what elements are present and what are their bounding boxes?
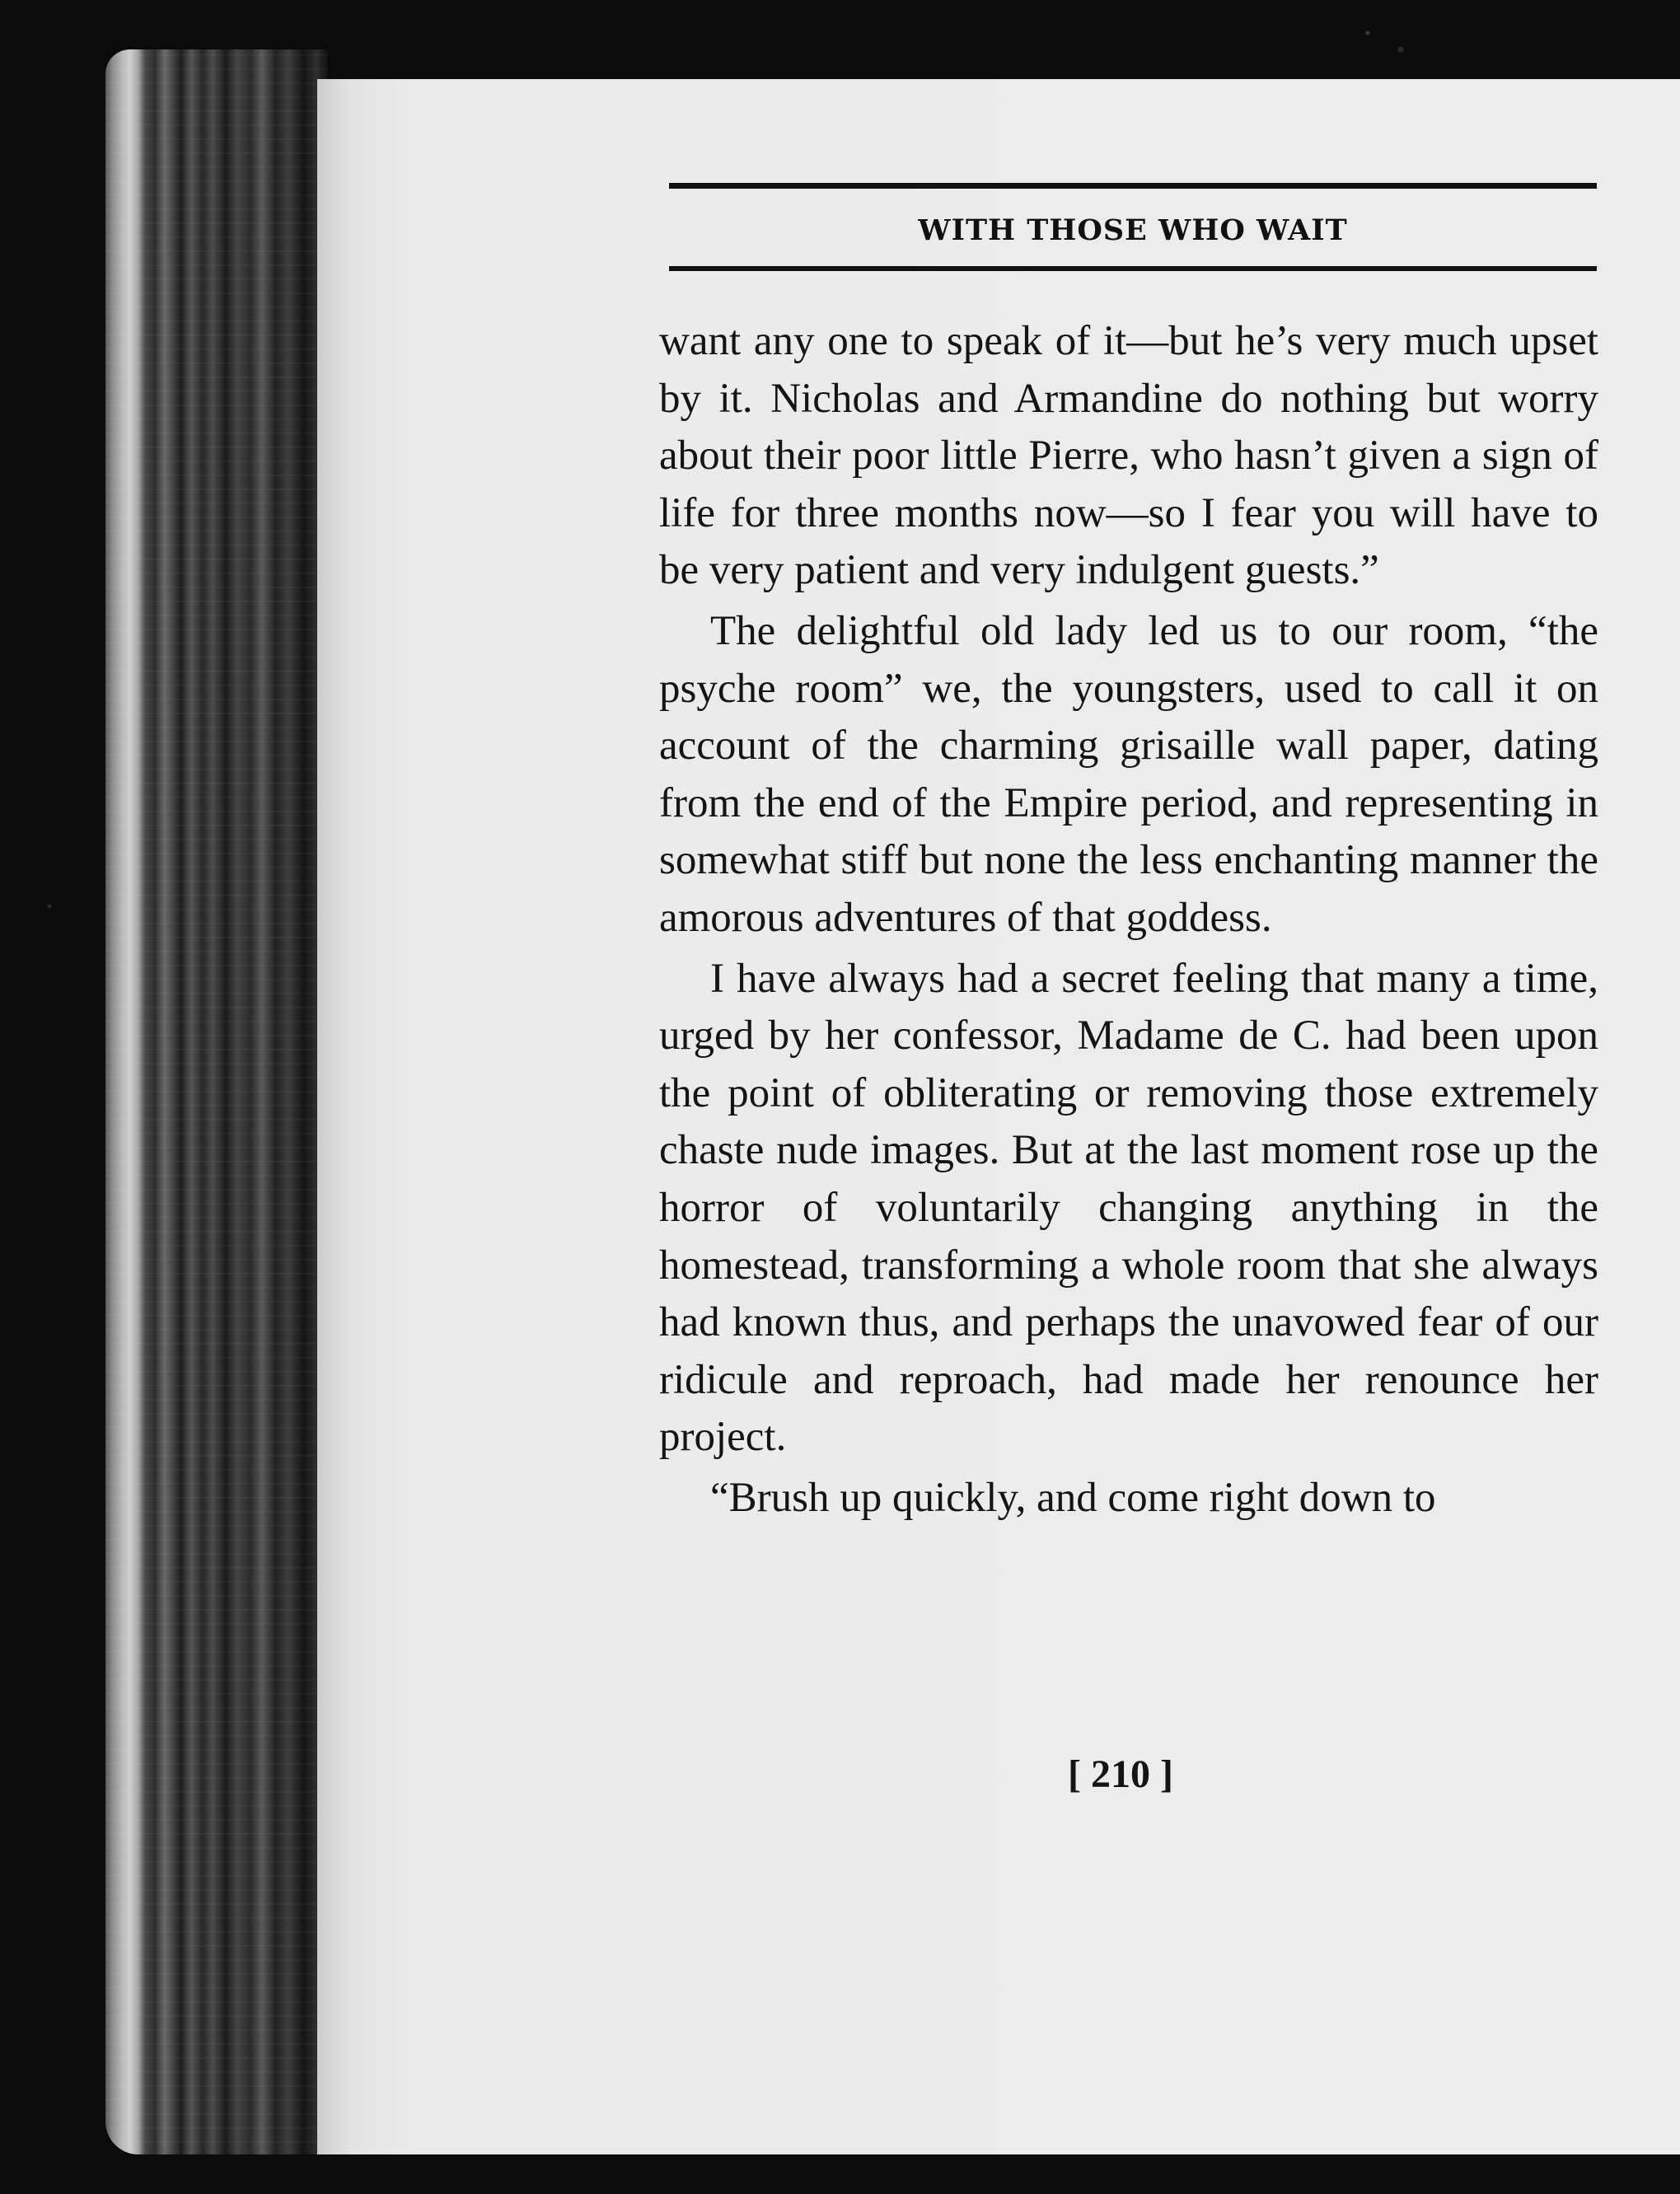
paragraph-1: want any one to speak of it—but he’s very much upset by it. Nicholas and Armandine do nothing but worry about their poor little Pierre, who hasn’t given a sign of life for three months now—so I fear you will have to be very patient and very indulgent guests.” [659,318,1598,594]
book-page-edges [105,49,328,2154]
paragraph-2: The delightful old lady led us to our room, “the psyche room” we, the youngsters, used to call it on account of the charming grisaille wall paper, dating from the end of the Empire period, and representing in somewhat stiff but none the less enchanting manner the amorous adventures of that goddess. [659,607,1598,941]
running-head [669,183,1597,271]
paragraph-3: I have always had a secret feeling that many a time, urged by her confessor, Madame de C. had been upon the point of obliterating or removing those extremely chaste nude images. But at the last moment rose up the horror of voluntarily changing anything in the homestead, transforming a whole room that she always had known thus, and perhaps the unavowed fear of our ridicule and reproach, had made her renounce her project. [659,955,1598,1461]
paragraph-4: “Brush up quickly, and come right down to [710,1474,1436,1521]
running-head-title: WITH THOSE WHO WAIT [918,213,1348,247]
page-number: [ 210 ] [1068,1752,1173,1796]
bottom-rule [669,266,1597,271]
top-rule [669,183,1597,189]
body-text [659,313,1598,1527]
bottom-shadow [317,2154,1680,2194]
